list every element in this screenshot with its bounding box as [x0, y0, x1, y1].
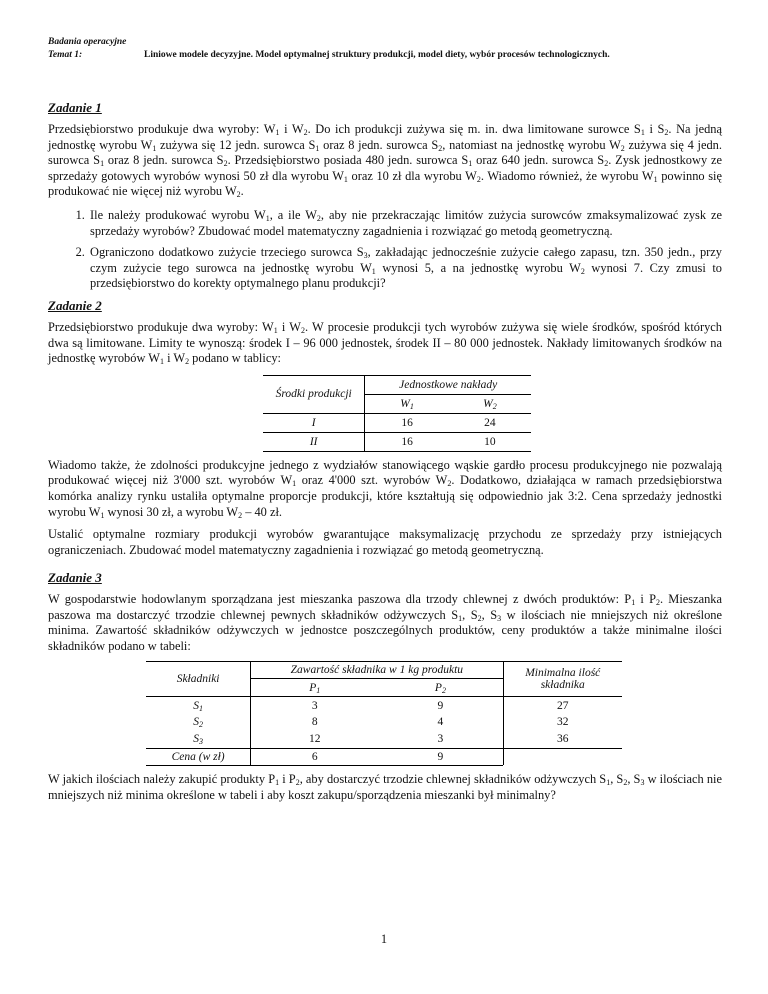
- topic-row: [48, 49, 722, 62]
- page-number: 1: [380, 932, 388, 946]
- resources-header: Środki produkcji: [275, 388, 352, 401]
- task-3-question: W jakich ilościach należy zakupić produkty $P_1$ i $P_2$, aby dostarczyć trzodzie chlewnej składników odżywczych $S_1$, $S_2$, $S_3$ w ilościach nie mniejszych niż minima określone w tabeli i aby koszt zakupu/sporządzenia mieszanki był minimalny?: [48, 772, 722, 803]
- col-w1-header: $W_1$: [365, 394, 449, 413]
- table-row: II 16 10: [263, 432, 531, 451]
- task-2: [48, 298, 722, 558]
- task-1-heading: Zadanie 1: [48, 100, 102, 115]
- task-2-conditions: Wiadomo także, że zdolności produkcyjne jednego z wydziałów stanowiącego wąskie gardło procesu produkcyjnego nie pozwalają produkować więcej niż 3'000 szt. wyrobów $W_1$ oraz 4'000 szt. wyrobów $W_2$. Dodatkowo, działająca w ramach przedsiębiorstwa komórka analizy rynku ustaliła optymalne proporcje produkcji, które kształtują się odpowiednio jak 3:2. Cena sprzedaży jednostki wyrobu $W_1$ wynosi 30 zł, a wyrobu $W_2 - 40$ zł.: [48, 457, 722, 520]
- min-amount-header: Minimalna ilość składnika: [503, 661, 622, 697]
- table-row: I 16 24: [263, 413, 531, 432]
- table-row: $S_3$ 12 3 36: [146, 731, 622, 748]
- course-name: Badania operacyjne: [48, 37, 127, 47]
- task-2-intro: Przedsiębiorstwo produkuje dwa wyroby: $W_1$ i $W_2$. W procesie produkcji tych wyrobów zużywa się wiele środków, spośród których dwa są limitowane. Limity te wynoszą: środek I – 96 000 jednostek, środek II – 80 000 jednostek. Nakłady limitowanych środków na jednostkę wyrobów $W_1$ i $W_2$ podano w tablicy:: [48, 319, 723, 367]
- unit-costs-header: Jednostkowe nakłady: [365, 375, 531, 394]
- task-2-heading: Zadanie 2: [48, 297, 102, 313]
- col-p1-header: $P_1$: [251, 679, 379, 697]
- table-row: $S_2$ 8 4 32: [146, 714, 622, 731]
- task-2-instruction: Ustalić optymalne rozmiary produkcji wyrobów gwarantujące maksymalizację przychodu ze sprzedaży przy istniejących ograniczeniach. Zbudować model matematyczny zagadnienia i rozwiązać go metodą geometryczną.: [48, 527, 722, 557]
- nutrients-header: Składniki: [176, 672, 220, 685]
- topic-label: Temat 1:: [48, 50, 83, 60]
- task-1-question-1: 1. Ile należy produkować wyrobu $W_1$, a ile $W_2$, aby nie przekraczając limitów zużycia surowców zmaksymalizować zysk ze sprzedaży wyrobów? Zbudować model matematyczny zagadnienia i rozwiązać go metodą geometryczną.: [88, 208, 722, 239]
- task-1-questions: [48, 208, 722, 292]
- task-1: [48, 100, 722, 292]
- table-row: Cena (w zł) 6 9: [146, 748, 622, 766]
- task-3: [48, 570, 722, 803]
- content-header: Zawartość składnika w 1 kg produktu: [251, 661, 503, 679]
- nutrients-table: [146, 661, 622, 767]
- task-3-intro: W gospodarstwie hodowlanym sporządzana jest mieszanka paszowa dla trzody chlewnej z dwóch produktów: $P_1$ i $P_2$. Mieszanka paszowa ma dostarczyć trzodzie chlewnej pewnych składników odżywczych $S_1$, $S_2$, $S_3$ w ilościach nie mniejszych niż określone minima. Zawartość składników odżywczych w jednostce poszczególnych produktów, ceny produktów a także minimalne ilości składników podano w tabeli:: [48, 592, 722, 654]
- col-p2-header: $P_2$: [434, 681, 446, 695]
- resources-table: [263, 375, 531, 452]
- col-w2-header: $W_2$: [483, 397, 497, 411]
- task-1-intro: Przedsiębiorstwo produkuje dwa wyroby: $W_1$ i $W_2$. Do ich produkcji zużywa się m. in. dwa limitowane surowce $S_1$ i $S_2$. Na jedną jednostkę wyrobu $W_1$ zużywa się 12 jedn. surowca $S_1$ oraz 8 jedn. surowca $S_2$, natomiast na jednostkę wyrobu $W_2$ zużywa się 4 jedn. surowca $S_1$ oraz 8 jedn. surowca $S_2$. Przedsiębiorstwo posiada 480 jedn. surowca $S_1$ oraz 640 jedn. surowca $S_2$. Zysk jednostkowy ze sprzedaży gotowych wyrobów wynosi 50 zł dla wyrobu $W_1$ oraz 10 zł dla wyrobu $W_2$. Wiadomo również, że wyrobu $W_1$ powinno się produkować nie więcej niż wyrobu $W_2$.: [48, 122, 723, 200]
- document-page: [48, 36, 722, 804]
- document-header: [48, 36, 722, 62]
- task-1-question-2: 2. Ograniczono dodatkowo zużycie trzeciego surowca $S_3$, zakładając jednocześnie zużycie całego zapasu, tzn. 350 jedn., przy czym zużycie tego surowca na jednostkę wyrobu $W_1$ wynosi 5, a na jednostkę wyrobu $W_2$ wynosi 7. Czy zmusi to przedsiębiorstwo do korekty optymalnego planu produkcji?: [88, 245, 722, 292]
- topic-title: Liniowe modele decyzyjne. Model optymalnej struktury produkcji, model diety, wybór procesów technologicznych.: [144, 50, 610, 60]
- task-3-heading: Zadanie 3: [48, 570, 102, 586]
- table-row: $S_1$ 3 9 27: [146, 697, 622, 714]
